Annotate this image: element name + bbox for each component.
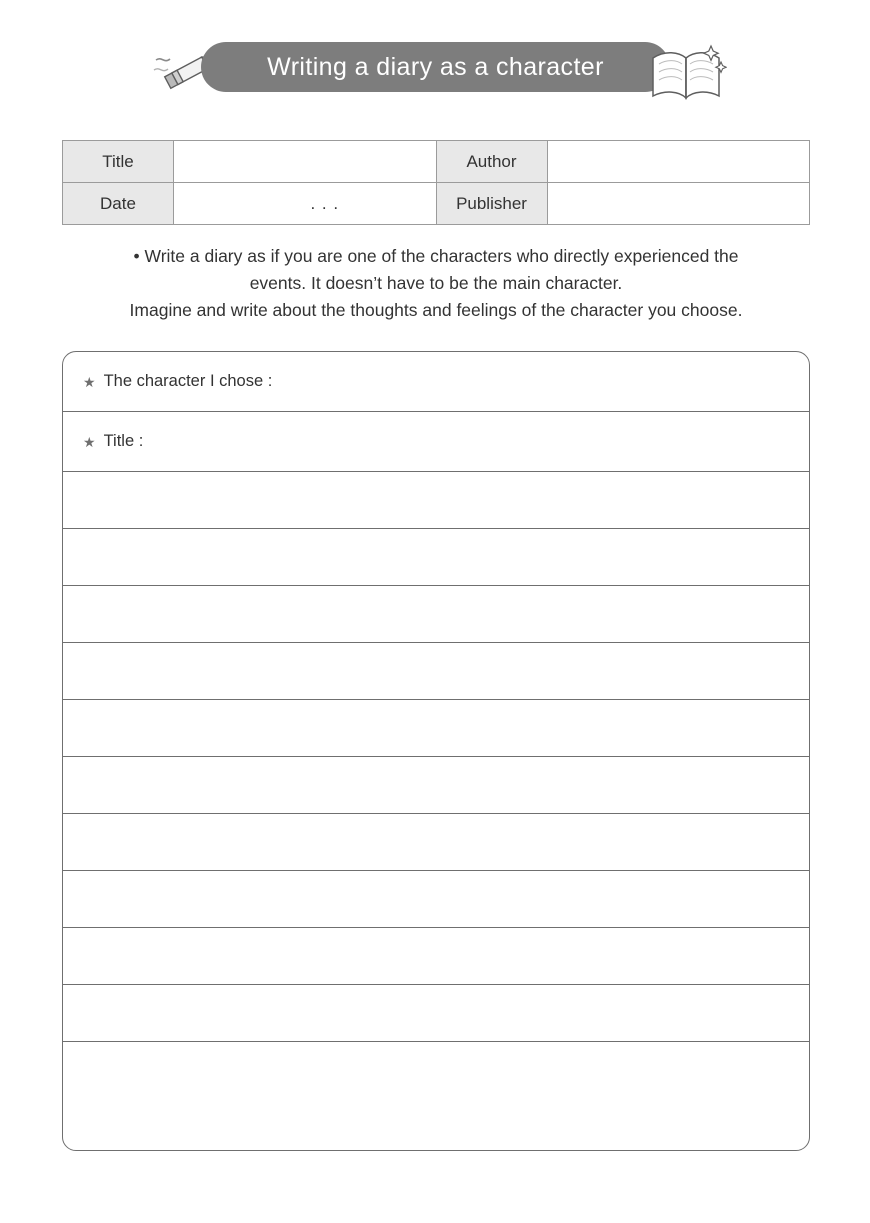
- writing-line[interactable]: [63, 529, 809, 586]
- date-input[interactable]: [174, 183, 437, 225]
- author-label: Author: [436, 141, 547, 183]
- writing-line[interactable]: [63, 871, 809, 928]
- writing-line[interactable]: [63, 1042, 809, 1099]
- banner-pill: [201, 42, 670, 92]
- table-row: [63, 183, 810, 225]
- page-title: Writing a diary as a character: [267, 52, 604, 81]
- author-input[interactable]: [547, 141, 810, 183]
- star-icon: ★: [83, 373, 96, 390]
- date-label: Date: [63, 183, 174, 225]
- header-banner: [0, 42, 870, 112]
- writing-line[interactable]: [63, 757, 809, 814]
- instruction-line-2: events. It doesn’t have to be the main character.: [249, 273, 623, 293]
- publisher-label: Publisher: [436, 183, 547, 225]
- table-row: [63, 141, 810, 183]
- book-info-table: [62, 140, 810, 225]
- writing-line[interactable]: [63, 928, 809, 985]
- character-chosen-label: The character I chose :: [103, 372, 273, 390]
- open-book-icon: [645, 44, 727, 106]
- writing-lines-area[interactable]: [63, 472, 809, 1099]
- writing-line[interactable]: [63, 472, 809, 529]
- publisher-input[interactable]: [547, 183, 810, 225]
- title-input[interactable]: [174, 141, 437, 183]
- diary-title-label: Title :: [103, 432, 144, 450]
- writing-line[interactable]: [63, 985, 809, 1042]
- writing-line[interactable]: [63, 700, 809, 757]
- character-chosen-row[interactable]: [63, 352, 809, 412]
- writing-line[interactable]: [63, 814, 809, 871]
- writing-line[interactable]: [63, 643, 809, 700]
- instructions-block: [62, 243, 810, 324]
- title-label: Title: [63, 141, 174, 183]
- date-placeholder-dots: . . .: [310, 193, 340, 213]
- diary-title-row[interactable]: [63, 412, 809, 472]
- instruction-line-1: • Write a diary as if you are one of the characters who directly experienced the: [133, 246, 739, 266]
- answer-box: [62, 351, 810, 1151]
- writing-line[interactable]: [63, 586, 809, 643]
- star-icon: ★: [83, 433, 96, 450]
- instruction-line-3: Imagine and write about the thoughts and feelings of the character you choose.: [129, 300, 743, 320]
